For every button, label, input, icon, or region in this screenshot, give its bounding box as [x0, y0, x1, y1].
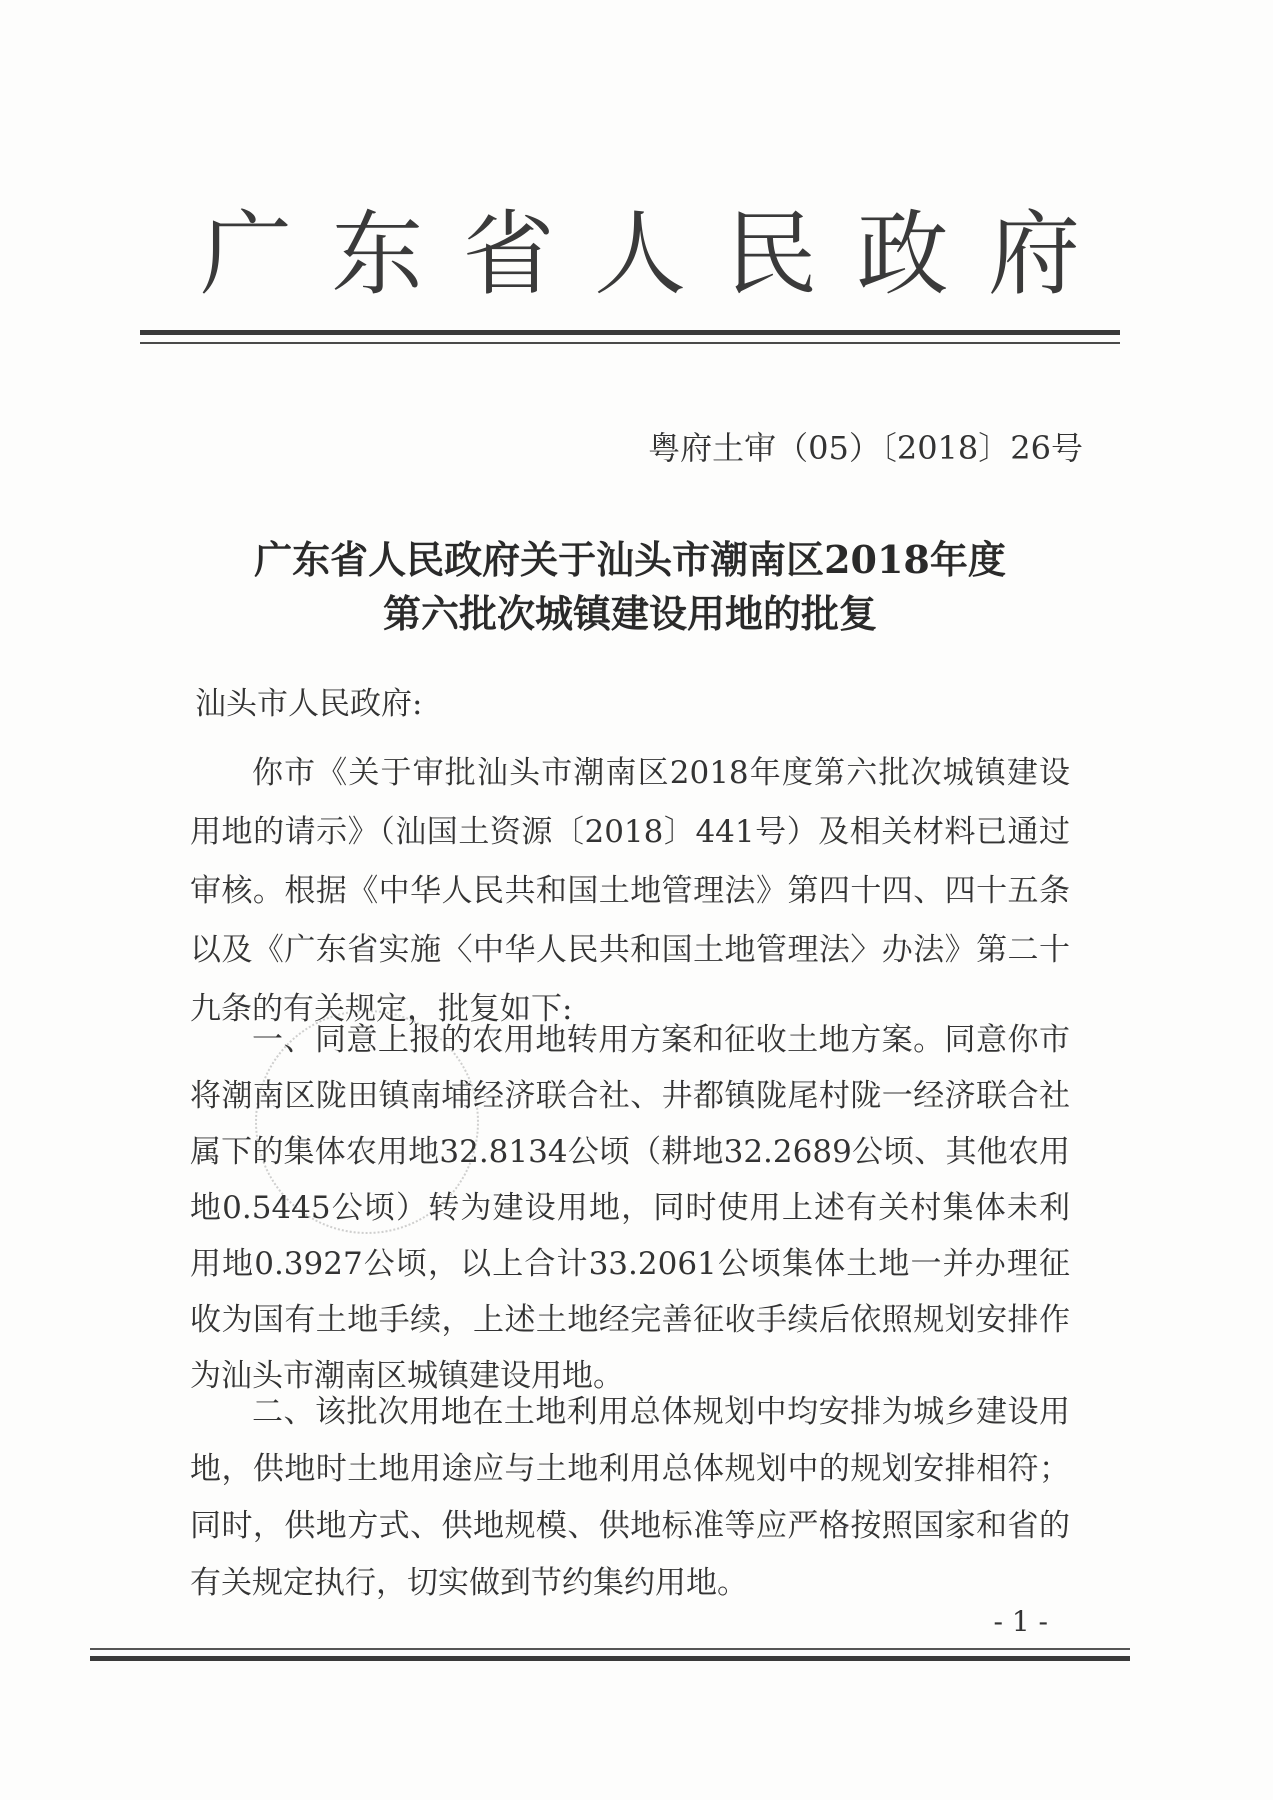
masthead-char: 民	[725, 201, 818, 308]
masthead-char: 人	[593, 201, 686, 308]
masthead-title	[200, 200, 1080, 310]
paragraph-text: 二、该批次用地在土地利用总体规划中均安排为城乡建设用地，供地时土地用途应与土地利用总体规划中的规划安排相符；同时，供地方式、供地规模、供地标准等应严格按照国家和省的有关规定执行，切实做到节约集约用地。	[190, 1394, 1070, 1601]
paragraph-item-1	[190, 1012, 1070, 1404]
document-number: 粤府土审（05）〔2018〕26号	[648, 429, 1083, 467]
masthead-divider-thin	[140, 342, 1120, 344]
document-title-line-1: 广东省人民政府关于汕头市潮南区2018年度	[254, 537, 1006, 582]
masthead-char: 广	[200, 201, 293, 308]
masthead-divider-thick	[140, 330, 1120, 335]
masthead-char: 府	[987, 201, 1080, 308]
masthead-char: 东	[331, 201, 424, 308]
paragraph-text: 一、同意上报的农用地转用方案和征收土地方案。同意你市将潮南区陇田镇南埔经济联合社、井都镇陇尾村陇一经济联合社属下的集体农用地32.8134公顷（耕地32.2689公顷、其他农用地0.5445公顷）转为建设用地，同时使用上述有关村集体未利用地0.3927公顷，以上合计33.2061公顷集体土地一并办理征收为国有土地手续，上述土地经完善征收手续后依照规划安排作为汕头市潮南区城镇建设用地。	[190, 1022, 1070, 1394]
page-number: - 1 -	[993, 1605, 1048, 1638]
paragraph-item-2	[190, 1384, 1070, 1612]
footer-divider-thick	[90, 1656, 1130, 1661]
document-title-line-2: 第六批次城镇建设用地的批复	[382, 591, 877, 636]
salutation: 汕头市人民政府:	[195, 686, 423, 722]
masthead-char: 政	[856, 201, 949, 308]
masthead-char: 省	[462, 201, 555, 308]
paragraph-intro	[190, 744, 1070, 1039]
paragraph-text: 你市《关于审批汕头市潮南区2018年度第六批次城镇建设用地的请示》（汕国土资源〔2018〕441号）及相关材料已通过审核。根据《中华人民共和国土地管理法》第四十四、四十五条以及《广东省实施〈中华人民共和国土地管理法〉办法》第二十九条的有关规定，批复如下:	[190, 755, 1070, 1027]
footer-divider-thin	[90, 1648, 1130, 1650]
